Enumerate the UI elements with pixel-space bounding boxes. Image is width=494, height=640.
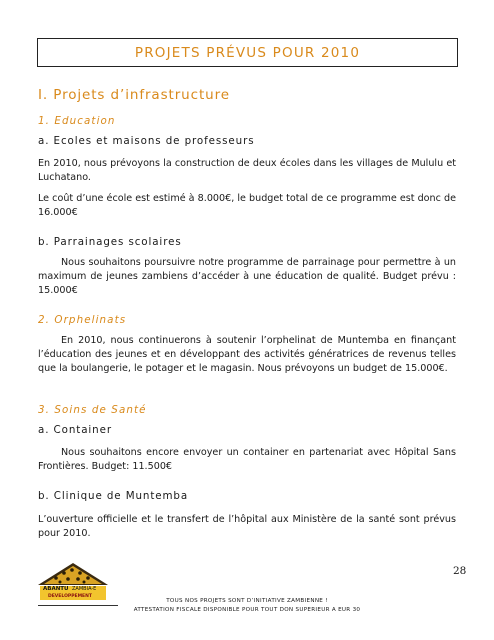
paragraph-container: Nous souhaitons encore envoyer un container en partenariat avec Hôpital Sans Frontières. Budget: 11.500€ (38, 447, 456, 473)
page-title: PROJETS PRÉVUS POUR 2010 (134, 44, 361, 61)
footer-initiative: TOUS NOS PROJETS SONT D’INITIATIVE ZAMBIENNE ! (166, 598, 328, 604)
logo-line2: DEVELOPPEMENT (48, 594, 92, 599)
subheading-education: 1. Education (38, 115, 116, 127)
paragraph-construction: En 2010, nous prévoyons la construction de deux écoles dans les villages de Mululu et Luchatano. (38, 158, 456, 184)
abantu-logo (34, 561, 112, 603)
subheading-parrainages: b. Parrainages scolaires (38, 236, 182, 248)
subheading-orphelinats: 2. Orphelinats (38, 314, 127, 326)
paragraph-orphelinat: En 2010, nous continuerons à soutenir l’orphelinat de Muntemba en finançant l’éducation des jeunes et en développant des activités génératrices de revenus telles que la boulangerie, le potager et le magasin. Nous prévoyons un budget de 15.000€. (38, 335, 456, 375)
subheading-soins-sante: 3. Soins de Santé (38, 404, 147, 416)
subheading-clinique: b. Clinique de Muntemba (38, 490, 189, 502)
subheading-container: a. Container (38, 424, 112, 436)
logo-divider (38, 605, 118, 606)
paragraph-cout: Le coût d’une école est estimé à 8.000€, le budget total de ce programme est donc de 16.000€ (38, 193, 456, 219)
footer-attestation: ATTESTATION FISCALE DISPONIBLE POUR TOUT DON SUPERIEUR A EUR 30 (133, 607, 361, 613)
paragraph-clinique: L’ouverture officielle et le transfert de l’hôpital aux Ministère de la santé sont prévus pour 2010. (38, 514, 456, 540)
logo-line1: ZAMBIA-E (72, 586, 97, 592)
section-heading-infrastructure: I. Projets d’infrastructure (38, 87, 230, 103)
page-number: 28 (453, 565, 467, 577)
paragraph-parrainage: Nous souhaitons poursuivre notre programme de parrainage pour permettre à un maximum de jeunes zambiens d’accéder à une éducation de qualité. Budget prévu : 15.000€ (38, 257, 456, 297)
logo-name: ABANTU (43, 586, 69, 592)
subheading-ecoles: a. Ecoles et maisons de professeurs (38, 135, 255, 147)
page-title-box (37, 38, 458, 67)
